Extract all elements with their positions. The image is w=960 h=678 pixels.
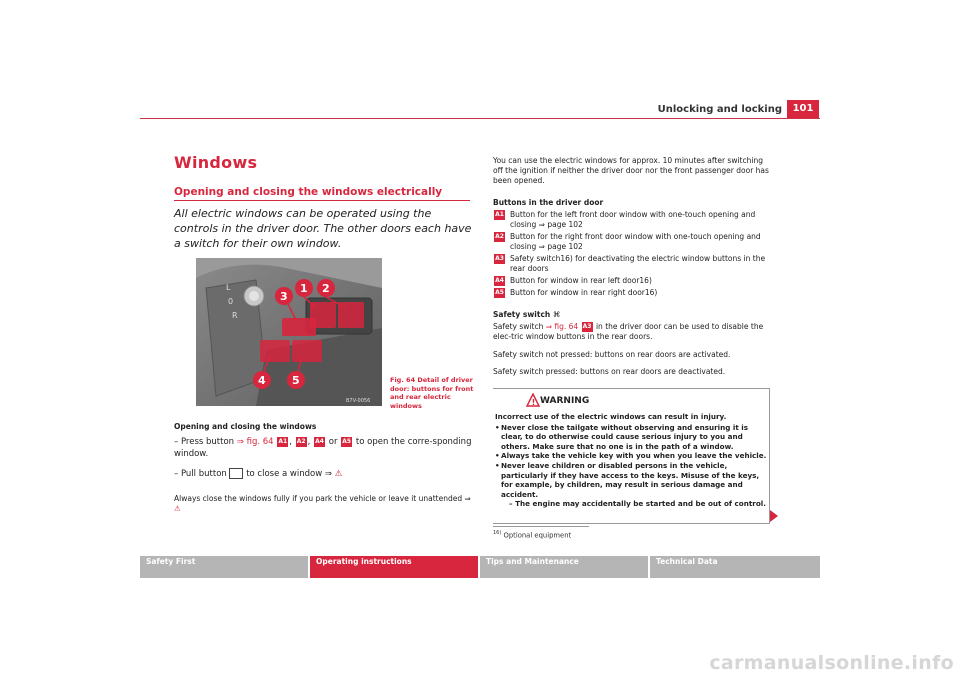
footer-tab-tips-maintenance[interactable]: Tips and Maintenance (480, 556, 648, 578)
step-pull-button: – Pull button to close a window ⇒ ⚠ (174, 469, 343, 479)
button-list (493, 210, 773, 300)
warning-bullet: • Never close the tailgate without observing and ensuring it is clear, to do otherwise could cause serious injury to you and others. Make sure that no one is in the path of a window. (495, 422, 749, 451)
warning-lead: Incorrect use of the electric windows can result in injury. (495, 412, 727, 421)
svg-text:1: 1 (300, 282, 308, 295)
section-title: Windows (174, 153, 258, 172)
subsection-title: Opening and closing the windows electrically (174, 186, 443, 198)
step-press-button: – Press button ⇒ fig. 64 A1 , A2 , A4 or A5 to open the corre-sponding window. (174, 437, 472, 459)
warning-triangle-icon: ⚠ (174, 504, 181, 513)
list-item: A1 Button for the left front door window with one-touch opening and closing ⇒ page 102 (495, 210, 756, 229)
window-switch-icon (229, 468, 243, 479)
footnote-rule (493, 526, 589, 527)
opening-closing-heading: Opening and closing the windows (174, 422, 317, 431)
svg-text:2: 2 (322, 282, 330, 295)
warning-bullet: • Always take the vehicle key with you when you leave the vehicle. (495, 451, 767, 461)
buttons-heading: Buttons in the driver door (493, 198, 604, 207)
warning-dash-item: – The engine may accidentally be started and be out of control. (509, 499, 766, 509)
fig-ref-link[interactable]: ⇒ fig. 64 (545, 322, 579, 331)
svg-text:3: 3 (280, 290, 288, 303)
safety-switch-paragraph: Safety switch ⇒ fig. 64 A3 in the driver door can be used to disable the elec-tric window buttons in the rear doors. (493, 322, 764, 341)
svg-text:L: L (226, 283, 231, 292)
figure-code: B7V-0056 (346, 398, 371, 404)
pressed-text: Safety switch pressed: buttons on rear doors are deactivated. (493, 367, 726, 376)
footer-tab-operating-instructions[interactable]: Operating instructions (310, 556, 478, 578)
fig-ref-link[interactable]: ⇒ fig. 64 (236, 437, 274, 447)
page-number: 101 (787, 100, 819, 118)
figure-driver-door-buttons (196, 258, 382, 406)
key-a1: A1 (278, 437, 288, 445)
footer-tab-technical-data[interactable]: Technical Data (650, 556, 820, 578)
warning-title: WARNING (540, 396, 590, 406)
continue-arrow-icon (770, 510, 778, 522)
footer-nav (140, 556, 820, 578)
warning-triangle-icon: ⚠ (334, 469, 343, 479)
close-windows-note: Always close the windows fully if you park the vehicle or leave it unattended ⇒ ⚠ (174, 494, 471, 513)
intro-text: All electric windows can be operated using the controls in the driver door. The other doors each have a switch for their own window. (174, 207, 472, 250)
footnote: $^{16)}$ Optional equipment (493, 530, 572, 540)
running-header-title: Unlocking and locking (657, 104, 782, 115)
safety-switch-heading: Safety switch ⌘ (493, 310, 561, 319)
key-a4: A4 (315, 437, 324, 445)
svg-text:R: R (232, 311, 238, 320)
warning-bullet: • Never leave children or disabled persons in the vehicle, particularly if they have access to the keys. Misuse of the keys, for example, by children, may result in serious damage and accident. (495, 460, 760, 499)
watermark-text: carmanualsonline.info (709, 652, 954, 674)
svg-text:4: 4 (258, 374, 266, 387)
usage-paragraph: You can use the electric windows for approx. 10 minutes after switching off the ignition if neither the driver door nor the front passenger door has been opened. (493, 156, 769, 185)
svg-text:0: 0 (228, 297, 234, 306)
header-rule (140, 118, 820, 119)
key-a3: A3 (582, 323, 592, 330)
figure-caption: Fig. 64 Detail of driver door: buttons for front and rear electric windows (390, 376, 474, 410)
subsection-rule (174, 200, 470, 201)
key-a2: A2 (296, 437, 306, 445)
door-panel-illustration (196, 258, 382, 406)
svg-text:5: 5 (292, 374, 300, 387)
svg-text:!: ! (531, 398, 536, 407)
warning-content (495, 412, 767, 509)
list-item: A4 Button for window in rear left door16) (495, 276, 652, 285)
child-lock-icon: ⌘ (552, 310, 561, 319)
key-a5: A5 (342, 437, 352, 445)
list-item: A3 Safety switch16) for deactivating the electric window buttons in the rear doors (495, 254, 766, 273)
list-item: A2 Button for the right front door window with one-touch opening and closing ⇒ page 102 (495, 232, 761, 251)
footer-tab-safety-first[interactable]: Safety First (140, 556, 308, 578)
list-item: A5 Button for window in rear right door16) (495, 288, 658, 297)
warning-triangle-icon (526, 392, 540, 406)
not-pressed-text: Safety switch not pressed: buttons on rear doors are activated. (493, 350, 731, 359)
